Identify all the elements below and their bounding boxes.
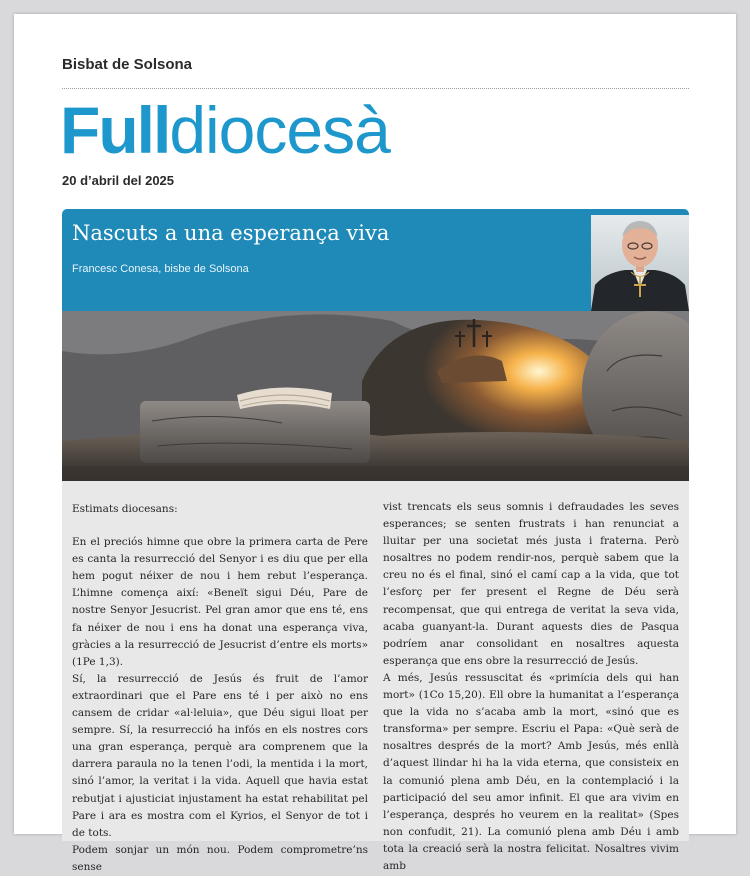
paragraph: Sí, la resurrecció de Jesús és fruit de l’amor extraordinari que el Pare ens té i per això no ens cansem de cridar «al·leluia», que Déu sigui lloat per sempre. Sí, la resurrecció ha infós en els nostres cors una gran esperança, perquè ara comprenem que la darrera paraula no la tenen l’odi, la mentida i la mort, sinó l’amor, la veritat i la vida. Aquell que havia estat rebutjat i ajusticiat injustament ha estat rehabilitat pel Pare i ara es mostra com el Kyrios, el Senyor de tot i de tots.	[72, 672, 368, 839]
left-column	[72, 501, 368, 876]
article-title: Nascuts a una esperança viva	[72, 221, 390, 245]
newsletter-page	[14, 14, 736, 873]
masthead-bold: Full	[60, 93, 170, 167]
organization-name: Bisbat de Solsona	[62, 56, 193, 73]
article-banner	[62, 209, 689, 311]
masthead-logo	[60, 94, 390, 166]
greeting: Estimats diocesans:	[72, 503, 178, 515]
masthead-light: diocesà	[169, 93, 390, 167]
issue-date: 20 d’abril del 2025	[62, 173, 175, 188]
paragraph: vist trencats els seus somnis i defraudades les seves esperances; se senten frustrats i han renunciat a lluitar per una societat més justa i fraterna. Però nosaltres no podem rendir-nos, perquè sabem que la creu no és el final, sinó el camí cap a la vida, que tot l’esforç per fer present el Regne de Déu serà recompensat, que qui entrega de veritat la seva vida, acaba guanyant-la. Durant aquests dies de Pasqua podríem anar consolidant en nosaltres aquesta esperança que ens obre la resurrecció de Jesús.	[383, 501, 679, 667]
bishop-portrait	[591, 215, 689, 311]
easter-tomb-image	[62, 311, 689, 481]
paragraph: A més, Jesús ressuscitat és «primícia dels qui han mort» (1Co 15,20). Ell obre la humanitat a l’esperança que la vida no s’acaba amb la mort, «sinó que es transforma» per sempre. Escriu el Papa: «Què serà de nosaltres després de la mort? Amb Jesús, més enllà d’aquest llindar hi ha la vida eterna, que consisteix en la comunió plena amb Déu, en la contemplació i la participació del seu amor infinit. El que ara vivim en l’esperança, després ho veurem en la realitat» (Spes non confudit, 21). La comunió plena amb Déu i amb tota la creació serà la nostra felicitat. Nosaltres vivim amb	[383, 671, 679, 872]
paragraph: Podem sonjar un món nou. Podem comprometre’ns sense	[72, 843, 368, 873]
article-body	[62, 481, 689, 873]
header-divider	[62, 88, 689, 89]
right-column	[383, 499, 679, 875]
paragraph: En el preciós himne que obre la primera carta de Pere es canta la resurrecció del Senyor i es diu que per ella hem pogut néixer de nou i hem rebut l’esperança. L’himne comença així: «Beneït sigui Déu, Pare de nostre Senyor Jesucrist. Pel gran amor que ens té, ens fa néixer de nou i ens ha donat una esperança viva, gràcies a la resurrecció de Jesucrist d’entre els morts» (1Pe 1,3).	[72, 536, 368, 668]
article-author: Francesc Conesa, bisbe de Solsona	[72, 263, 249, 275]
